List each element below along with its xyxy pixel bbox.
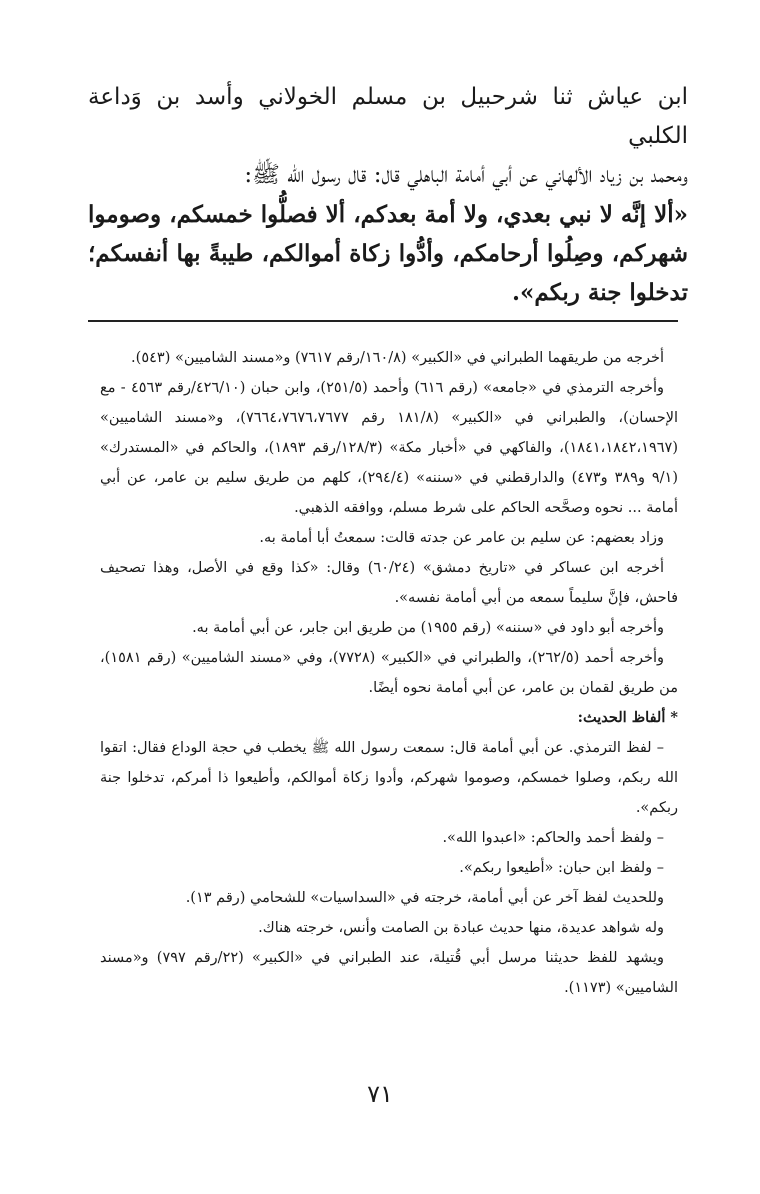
- footnote-paragraph: وزاد بعضهم: عن سليم بن عامر عن جدته قالت: سمعتُ أبا أمامة به.: [259, 530, 664, 546]
- footnote-separator: [88, 320, 678, 322]
- hadith-text: «ألا إنَّه لا نبي بعدي، ولا أمة بعدكم، ألا فصلُّوا خمسكم، وصوموا شهركم، وصِلُوا أرحامكم، وأدُّوا زكاة أموالكم، طيبةً بها أنفسكم؛ تدخلوا جنة ربكم».: [88, 201, 688, 306]
- footnote-paragraph: وأخرجه أبو داود في «سننه» (رقم ١٩٥٥) من طريق ابن جابر، عن أبي أمامة به.: [192, 620, 664, 636]
- footnote-paragraph: ويشهد للفظ حديثنا مرسل أبي قُتيلة، عند الطبراني في «الكبير» (٢٢/رقم ٧٩٧) و«مسند الشاميين» (١١٧٣).: [100, 950, 678, 996]
- main-line-1: ابن عياش ثنا شرحبيل بن مسلم الخولاني وأسد بن وَداعة الكلبي: [88, 84, 688, 149]
- footnote-paragraph: – ولفظ ابن حبان: «أطيعوا ربكم».: [459, 860, 664, 876]
- main-text: [88, 78, 688, 312]
- footnotes: [100, 343, 678, 1003]
- footnote-paragraph: وللحديث لفظ آخر عن أبي أمامة، خرجته في «السداسيات» للشحامي (رقم ١٣).: [185, 890, 664, 906]
- footnote-paragraph: وله شواهد عديدة، منها حديث عبادة بن الصامت وأنس، خرجته هناك.: [258, 920, 664, 936]
- footnote-paragraph: – لفظ الترمذي. عن أبي أمامة قال: سمعت رسول الله ﷺ يخطب في حجة الوداع فقال: اتقوا الله ربكم، وصلوا خمسكم، وصوموا شهركم، وأدوا زكاة أموالكم، وأطيعوا ذا أمركم، تدخلوا جنة ربكم».: [100, 740, 678, 816]
- page-number: ٧١: [367, 1080, 393, 1108]
- section-heading: * ألفاظ الحديث:: [577, 709, 678, 726]
- footnote-paragraph: أخرجه ابن عساكر في «تاريخ دمشق» (٦٠/٢٤) وقال: «كذا وقع في الأصل، وهذا تصحيف فاحش، فإنَّ سليماً سمعه من أبي أمامة نفسه».: [100, 560, 678, 606]
- footnote-paragraph: وأخرجه الترمذي في «جامعه» (رقم ٦١٦) وأحمد (٢٥١/٥)، وابن حبان (٤٢٦/١٠/رقم ٤٥٦٣ - مع الإحسان)، والطبراني في «الكبير» (١٨١/٨ رقم ٧٦٦٤،٧٦٧٦،٧٦٧٧)، و«مسند الشاميين» (١٨٤١،١٨٤٢،١٩٦٧)، والفاكهي في «أخبار مكة» (١٢٨/٣/رقم ١٨٩٣)، والحاكم في «المستدرك» (٩/١ و٣٨٩ و٤٧٣) والدارقطني في «سننه» (٢٩٤/٤)، كلهم من طريق سليم بن عامر، عن أبي أمامة ... نحوه وصحَّحه الحاكم على شرط مسلم، ووافقه الذهبي.: [100, 380, 678, 516]
- footnote-paragraph: – ولفظ أحمد والحاكم: «اعبدوا الله».: [442, 830, 664, 846]
- footnote-paragraph: أخرجه من طريقهما الطبراني في «الكبير» (١٦٠/٨/رقم ٧٦١٧) و«مسند الشاميين» (٥٤٣).: [131, 350, 664, 366]
- footnote-paragraph: وأخرجه أحمد (٢٦٢/٥)، والطبراني في «الكبير» (٧٧٢٨)، وفي «مسند الشاميين» (رقم ١٥٨١)، من طريق لقمان بن عامر، عن أبي أمامة نحوه أيضًا.: [100, 650, 678, 696]
- main-line-2: ومحمد بن زياد الألهاني عن أبي أمامة الباهلي قال: قال رسول الله ﷺ:: [244, 162, 688, 188]
